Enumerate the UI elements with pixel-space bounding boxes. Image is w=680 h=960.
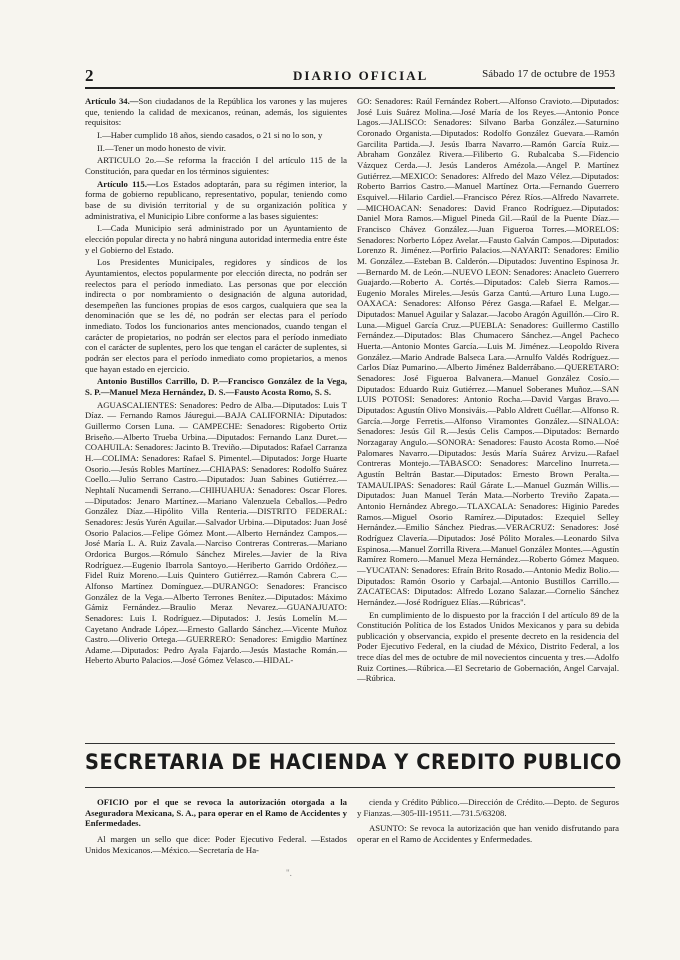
section-rule-bottom — [85, 787, 615, 788]
footer-mark: ". — [286, 868, 292, 878]
article-lead: ARTICULO 2o.— — [97, 155, 165, 166]
paragraph-text: Los Presidentes Municipales, regidores y síndicos de los Ayuntamientos, electos popularmente por elección directa, no podrán ser reelectos para el período inmediato. Las personas que por elección indirecta o por nombramiento o designación de alguna autoridad, desempeñen las funciones propias de esos cargos, cualquiera que sea la denominación que se les dé, no podrán ser electas para el período inmediato. Todos los funcionarios antes mencionados, cuando tengan el carácter de propietarios, no podrán ser electos para el período inmediato con el carácter de suplentes, pero los que tengan el carácter de suplentes, si podrán ser electos para el período inmediato como propietarios, a menos que hayan estado en ejercicio. — [85, 257, 347, 374]
paragraph-text: GO: Senadores: Raúl Fernández Robert.—Alfonso Cravioto.—Diputados: José Luis Suárez Molina.—José María de los Reyes.—Antonio Ponce Lagos.—JALISCO: Senadores: Silvano Barba González.—Saturnino Coronado Organista.—Diputados: Rodolfo González Guevara.—Ramón Garcilita Partida.—J. Jesús Ibarra Navarro.—Ramón García Ruiz.—Abraham González Rivera.—Filiberto G. Rubalcaba S.—Fidencio Vázquez Cerda.—J. Jesús Landeros Amézola.—Angel P. Martínez Gutiérrez.—MEXICO: Senadores: Alfredo del Mazo Vélez.—Diputados: Roberto Barrios Castro.—Manuel Martínez Orta.—Fernando Guerrero Esquivel.—Hilario Cardiel.—Francisco Pérez Ríos.—Alfredo Navarrete.—MICHOACAN: Senadores: David Franco Rodríguez.—Diputados: Daniel Mora Ramos.—Miguel Pineda Gil.—Raúl de la Puente Díaz.—Francisco Chávez González.—Juan Figueroa Torres.—MORELOS: Senadores: Norberto López Avelar.—Fausto Galván Campos.—Diputados: Lorenzo R. Jiménez.—Porfirio Palacios.—NAYARIT: Senadores: Emilio M. González.—Esteban B. Calderón.—Diputados: Juventino Espinosa Jr.—Bernardo M. de León.—NUEVO LEON: Senadores: Anacleto Guerrero Guajardo.—Roberto A. Cortés.—Diputados: Caleb Sierra Ramos.—Eugenio Morales Mireles.—Jesús Garza Cantú.—Arturo Luna Lugo.—OAXACA: Senadores: Alfonso Pérez Gasga.—Rafael E. Melgar.—Diputados: Manuel Aguilar y Salazar.—Jacobo Aragón Aguillón.—Ciro R. Luna.—Miguel García Cruz.—PUEBLA: Senadores: Guillermo Castillo Fernández.—Diputados: Blas Chumacero Sánchez.—Angel Pacheco Huerta.—Antonio Montes García.—Luis M. Jiménez.—Leopoldo Rivera González.—Mario Andrade Balseca Lara.—Arnulfo Valdés Rodríguez.—Carlos Díaz Pumarino.—Alberto Jiménez Balderrábano.—QUERETARO: Senadores: José Figueroa Balvanera.—Manuel González Cosío.—Diputados: Eduardo Ruiz Gutiérrez.—Manuel Soberanes Muñoz.—SAN LUIS POTOSI: Senadores: Antonio Rocha.—David Vargas Bravo.—Diputados: Agustín Olivo Monsiváis.—Pablo Aldrett Cuéllar.—Alfonso R. García.—Jorge Ferretis.—Alfonso Viramontes González.—SINALOA: Senadores: Jesús Gil R.—Jesús Celis Campos.—Diputados: Bernardo Norzagaray Angulo.—SONORA: Senadores: Fausto Acosta Romo.—Noé Palomares Navarro.—Diputados: Jesús María Suárez Arvizu.—Rafael Contreras Montejo.—TABASCO: Senadores: Marcelino Inurreta.—Agustín Beltrán Bastar.—Diputados: Ernesto Brown Peralta.—TAMAULIPAS: Senadores: Raúl Gárate L.—Manuel Guzmán Willis.—Diputados: Juan Manuel Terán Mata.—Norberto Treviño Zapata.—Antonio Hernández Abrego.—TLAXCALA: Senadores: Higinio Paredes Ramos.—Miguel Osorio Ramírez.—Diputados: Ezequiel Selley Hernández.—Emilio Sánchez Piedras.—VERACRUZ: Senadores: José Rodríguez Clavería.—Diputados: José Pólito Morales.—Leonardo Silva Espinosa.—Manuel Zorrilla Rivera.—Manuel González Montes.—Agustín Ramírez Romero.—Manuel Meza Hernández.—Roberto Gómez Maqueo.—YUCATAN: Senadores: Efraín Brito Rosado.—Antonio Mediz Bolio.—Diputados: Ramón Osorio y Carbajal.—Antonio Bustillos Carrillo.—ZACATECAS: Diputados: Alfredo Lozano Salazar.—Cornelio Sánchez Hernández.—José Rodríguez Elías.—Rúbricas". — [357, 96, 619, 607]
left-column — [85, 96, 347, 740]
publication-title: DIARIO OFICIAL — [293, 68, 429, 83]
article-lead: Artículo 115.— — [97, 178, 156, 189]
publication-date: Sábado 17 de octubre de 1953 — [482, 68, 615, 80]
paragraph-text: En cumplimiento de lo dispuesto por la fracción I del artículo 89 de la Constitución Política de los Estados Unidos Mexicanos y para su debida publicación y observancia, expido el presente decreto en la residencia del Poder Ejecutivo Federal, en la ciudad de México, Distrito Federal, a los trece días del mes de octubre de mil novecientos cincuenta y tres.—Adolfo Ruiz Cortines.—Rúbrica.—El Secretario de Gobernación, Angel Carvajal.—Rúbrica. — [357, 609, 619, 684]
paragraph — [85, 143, 347, 154]
signature-names: Antonio Bustillos Carrillo, D. P.—Francisco González de la Vega, S. P.—Manuel Meza Hernández, D. S.—Fausto Acosta Romo, S. S. — [85, 376, 347, 398]
oficio-heading: OFICIO por el que se revoca la autorización otorgada a la Aseguradora Mexicana, S. A., para operar en el Ramo de Accidentes y Enfermedades. — [85, 797, 347, 829]
paragraph — [85, 834, 347, 855]
paragraph-text: II.—Tener un modo honesto de vivir. — [97, 142, 226, 153]
bottom-right-column — [357, 797, 619, 850]
paragraph — [85, 96, 347, 128]
paragraph-text: I.—Haber cumplido 18 años, siendo casados, o 21 si no lo son, y — [97, 129, 323, 140]
bottom-left-column — [85, 797, 347, 860]
paragraph-text: cienda y Crédito Público.—Dirección de Crédito.—Depto. de Seguros y Fianzas.—305-III-19511.—731.5/63208. — [357, 797, 619, 818]
paragraph — [357, 823, 619, 844]
paragraph — [85, 400, 347, 666]
page-header — [85, 66, 615, 88]
paragraph-text: Al margen un sello que dice: Poder Ejecutivo Federal. —Estados Unidos Mexicanos.—México.—Secretaría de Ha- — [85, 833, 347, 855]
paragraph-text: I.—Cada Municipio será administrado por un Ayuntamiento de elección popular directa y no habrá ninguna autoridad intermedia entre éste y el Gobierno del Estado. — [85, 223, 347, 255]
paragraph-text: ASUNTO: Se revoca la autorización que han venido disfrutando para operar en el Ramo de Accidentes y Enfermedades. — [357, 823, 619, 844]
paragraph — [85, 130, 347, 141]
paragraph — [85, 179, 347, 222]
article-lead: Artículo 34.— — [85, 96, 139, 106]
paragraph — [357, 610, 619, 685]
signatures — [85, 376, 347, 397]
header-rule — [85, 87, 615, 89]
paragraph — [357, 96, 619, 608]
paragraph-text: Se reforma la fracción I del artículo 115 de la Constitución, para quedar en los términos siguientes: — [85, 155, 347, 176]
paragraph — [85, 223, 347, 255]
section-rule-top — [85, 743, 615, 744]
paragraph — [85, 257, 347, 374]
page-number: 2 — [85, 66, 94, 85]
paragraph-text: Los Estados adoptarán, para su régimen interior, la forma de gobierno republicano, representativo, popular, teniendo como base de su división territorial y de su organización política y administrativa, el Municipio Libre conforme a las bases siguientes: — [85, 178, 347, 221]
paragraph — [85, 155, 347, 176]
paragraph — [357, 797, 619, 818]
paragraph-text: Son ciudadanos de la República los varones y las mujeres que, teniendo la calidad de mexicanos, reúnan, además, los siguientes requisitos: — [85, 96, 347, 128]
section-title: SECRETARIA DE HACIENDA Y CREDITO PUBLICO — [85, 750, 622, 775]
paragraph — [85, 797, 347, 829]
paragraph-text: AGUASCALIENTES: Senadores: Pedro de Alba.—Diputados: Luis T Díaz. — Fernando Ramos Jáuregui.—BAJA CALIFORNIA: Diputados: Guillermo Corsen Luna. — CAMPECHE: Senadores: Rigoberto Ortiz Briseño.—Alberto Trueba Urbina.—Diputados: Fernando Lanz Duret.—COAHUILA: Senadores: Jacinto B. Treviño.—Diputados: Rafael Carranza H.—COLIMA: Senadores: Rafael S. Pimentel.—Diputados: Jorge Huarte Osorio.—Jesús Robles Martínez.—CHIAPAS: Senadores: Rodolfo Suárez Coello.—Julio Serrano Castro.—Diputados: Juan Sabines Gutiérrez.—Nephtalí Nucamendi Serrano.—CHIHUAHUA: Senadores: Oscar Flores.—Diputados: Jenaro Martínez.—Mariano Valenzuela Ceballos.—Pedro González Díaz.—Hipólito Villa Renteria.—DISTRITO FEDERAL: Senadores: Jesús Yurén Aguilar.—Salvador Urbina.—Diputados: Juan José Osorio Palacios.—Felipe Gómez Mont.—Alberto Hernández Campos.—José María L. A. Ruiz Zavala.—Narciso Contreras Contreras.—Mariano Ordorica Burgos.—Rómulo Sánchez Mireles.—Javier de la Riva Rodríguez.—Eugenio Ibarrola Santoyo.—Heriberto Garrido Ordóñez.—Fidel Ruiz Moreno.—Luis Quintero Gutiérrez.—Ramón Cabrera C.—Alfonso Martínez Domínguez.—DURANGO: Senadores: Francisco González de la Vega.—Alberto Terrones Benítez.—Diputados: Máximo Gámiz Fernández.—Braulio Meraz Nevarez.—GUANAJUATO: Senadores: Luis I. Rodríguez.—Diputados: J. Jesús Lomelín M.—Cayetano Andrade López.—Ernesto Gallardo Sánchez.—Vicente Muñoz Castro.—Oliverio Ortega.—GUERRERO: Senadores: Emigdio Martínez Adame.—Diputados: Pedro Ayala Fajardo.—Jesús Mastache Román.—Heberto Aburto Palacios.—José Gómez Velasco.—HIDAL- — [85, 399, 347, 666]
right-column — [357, 96, 619, 740]
